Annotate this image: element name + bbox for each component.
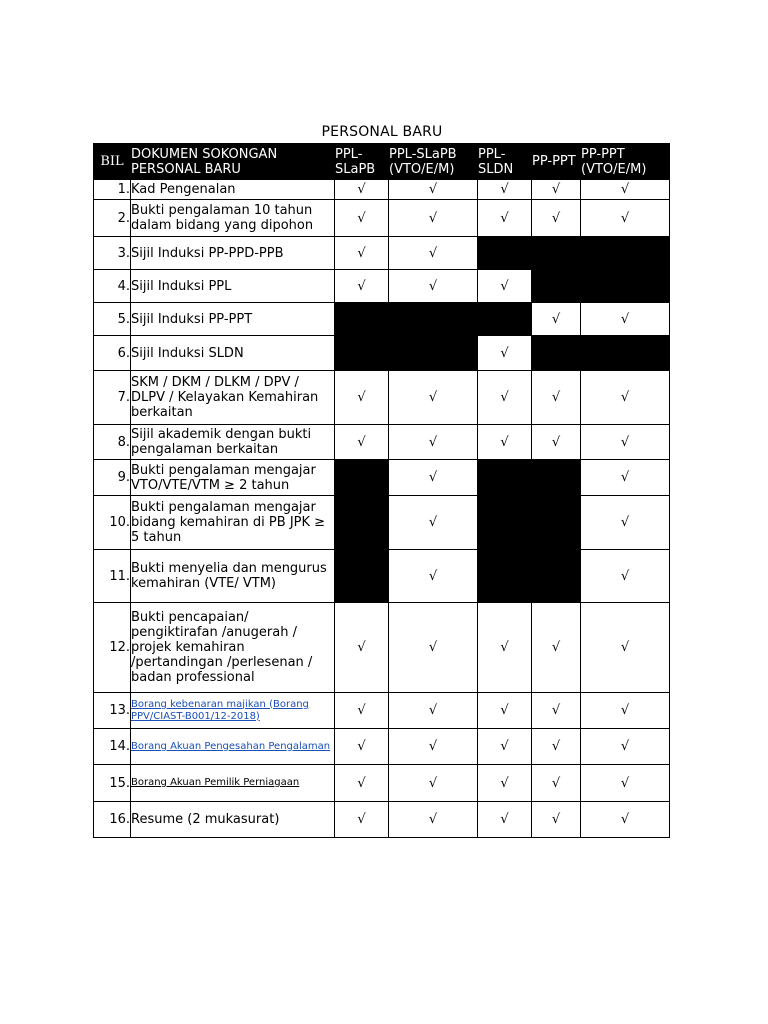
not-applicable-cell — [335, 496, 389, 550]
row-number: 6. — [94, 336, 131, 371]
check-mark: √ — [532, 180, 581, 200]
header-col-1: PPL-SLaPB — [335, 144, 389, 180]
not-applicable-cell — [478, 303, 532, 336]
document-name: Bukti pengalaman mengajar bidang kemahiran di PB JPK ≥ 5 tahun — [131, 496, 335, 550]
row-number: 16. — [94, 802, 131, 838]
check-mark: √ — [478, 729, 532, 765]
document-name: Resume (2 mukasurat) — [131, 802, 335, 838]
header-col-5: PP-PPT (VTO/E/M) — [581, 144, 670, 180]
not-applicable-cell — [478, 460, 532, 496]
row-number: 13. — [94, 693, 131, 729]
check-mark: √ — [335, 200, 389, 237]
check-mark: √ — [389, 603, 478, 693]
not-applicable-cell — [389, 303, 478, 336]
check-mark: √ — [478, 200, 532, 237]
check-mark: √ — [389, 270, 478, 303]
check-mark: √ — [389, 460, 478, 496]
document-name: Bukti menyelia dan mengurus kemahiran (VTE/ VTM) — [131, 550, 335, 603]
not-applicable-cell — [532, 496, 581, 550]
document-link-cell — [131, 693, 335, 729]
header-col-3: PPL-SLDN — [478, 144, 532, 180]
check-mark: √ — [478, 425, 532, 460]
document-link-cell — [131, 729, 335, 765]
check-mark: √ — [581, 603, 670, 693]
table-row — [94, 765, 670, 802]
document-table — [93, 143, 670, 838]
document-name: Sijil akademik dengan bukti pengalaman berkaitan — [131, 425, 335, 460]
not-applicable-cell — [581, 336, 670, 371]
document-name: Sijil Induksi PPL — [131, 270, 335, 303]
check-mark: √ — [335, 270, 389, 303]
not-applicable-cell — [335, 550, 389, 603]
not-applicable-cell — [335, 336, 389, 371]
table-row — [94, 180, 670, 200]
document-name: Bukti pengalaman mengajar VTO/VTE/VTM ≥ 2 tahun — [131, 460, 335, 496]
check-mark: √ — [389, 729, 478, 765]
check-mark: √ — [581, 729, 670, 765]
check-mark: √ — [335, 603, 389, 693]
document-link-cell — [131, 765, 335, 802]
row-number: 2. — [94, 200, 131, 237]
not-applicable-cell — [532, 460, 581, 496]
not-applicable-cell — [478, 550, 532, 603]
row-number: 10. — [94, 496, 131, 550]
table-row — [94, 336, 670, 371]
document-name: Sijil Induksi PP-PPD-PPB — [131, 237, 335, 270]
check-mark: √ — [335, 765, 389, 802]
document-link[interactable]: Borang Akuan Pemilik Perniagaan — [131, 777, 300, 788]
table-row — [94, 270, 670, 303]
row-number: 8. — [94, 425, 131, 460]
check-mark: √ — [335, 729, 389, 765]
header-row — [94, 144, 670, 180]
check-mark: √ — [335, 802, 389, 838]
check-mark: √ — [532, 693, 581, 729]
document-link[interactable]: Borang kebenaran majikan (Borang PPV/CIAST-B001/12-2018) — [131, 698, 309, 722]
check-mark: √ — [335, 371, 389, 425]
check-mark: √ — [581, 425, 670, 460]
not-applicable-cell — [532, 237, 581, 270]
check-mark: √ — [532, 303, 581, 336]
check-mark: √ — [389, 200, 478, 237]
row-number: 11. — [94, 550, 131, 603]
check-mark: √ — [581, 802, 670, 838]
not-applicable-cell — [478, 496, 532, 550]
check-mark: √ — [335, 425, 389, 460]
not-applicable-cell — [532, 270, 581, 303]
check-mark: √ — [389, 237, 478, 270]
page-title: PERSONAL BARU — [321, 124, 443, 140]
check-mark: √ — [581, 200, 670, 237]
document-link[interactable]: Borang Akuan Pengesahan Pengalaman — [131, 740, 331, 752]
table-body — [94, 180, 670, 838]
header-col-4: PP-PPT — [532, 144, 581, 180]
check-mark: √ — [581, 303, 670, 336]
check-mark: √ — [581, 496, 670, 550]
check-mark: √ — [389, 425, 478, 460]
check-mark: √ — [478, 693, 532, 729]
check-mark: √ — [389, 802, 478, 838]
check-mark: √ — [532, 425, 581, 460]
table-row — [94, 237, 670, 270]
check-mark: √ — [478, 270, 532, 303]
table-row — [94, 371, 670, 425]
check-mark: √ — [532, 765, 581, 802]
document-name: Sijil Induksi SLDN — [131, 336, 335, 371]
document-name: Bukti pengalaman 10 tahun dalam bidang yang dipohon — [131, 200, 335, 237]
table-row — [94, 425, 670, 460]
table-row — [94, 693, 670, 729]
check-mark: √ — [532, 729, 581, 765]
not-applicable-cell — [478, 237, 532, 270]
not-applicable-cell — [581, 237, 670, 270]
table-row — [94, 729, 670, 765]
row-number: 4. — [94, 270, 131, 303]
header-dokumen: DOKUMEN SOKONGAN PERSONAL BARU — [131, 144, 335, 180]
not-applicable-cell — [335, 303, 389, 336]
check-mark: √ — [478, 765, 532, 802]
header-col-2: PPL-SLaPB (VTO/E/M) — [389, 144, 478, 180]
check-mark: √ — [478, 371, 532, 425]
document-name: Sijil Induksi PP-PPT — [131, 303, 335, 336]
check-mark: √ — [532, 603, 581, 693]
document-name: Kad Pengenalan — [131, 180, 335, 200]
table-row — [94, 550, 670, 603]
check-mark: √ — [581, 693, 670, 729]
row-number: 9. — [94, 460, 131, 496]
row-number: 7. — [94, 371, 131, 425]
row-number: 12. — [94, 603, 131, 693]
row-number: 5. — [94, 303, 131, 336]
table-row — [94, 802, 670, 838]
table-row — [94, 603, 670, 693]
not-applicable-cell — [335, 460, 389, 496]
table-row — [94, 460, 670, 496]
document-name: SKM / DKM / DLKM / DPV / DLPV / Kelayakan Kemahiran berkaitan — [131, 371, 335, 425]
not-applicable-cell — [389, 336, 478, 371]
check-mark: √ — [389, 180, 478, 200]
check-mark: √ — [478, 603, 532, 693]
table-row — [94, 200, 670, 237]
check-mark: √ — [581, 180, 670, 200]
check-mark: √ — [581, 371, 670, 425]
row-number: 14. — [94, 729, 131, 765]
header-bil: BIL — [94, 144, 131, 180]
check-mark: √ — [532, 371, 581, 425]
check-mark: √ — [335, 693, 389, 729]
check-mark: √ — [532, 802, 581, 838]
document-name: Bukti pencapaian/ pengiktirafan /anugerah / projek kemahiran /pertandingan /perlesenan / badan professional — [131, 603, 335, 693]
not-applicable-cell — [581, 270, 670, 303]
check-mark: √ — [389, 693, 478, 729]
check-mark: √ — [478, 802, 532, 838]
check-mark: √ — [581, 460, 670, 496]
not-applicable-cell — [532, 336, 581, 371]
table-row — [94, 303, 670, 336]
check-mark: √ — [335, 180, 389, 200]
check-mark: √ — [335, 237, 389, 270]
row-number: 1. — [94, 180, 131, 200]
row-number: 15. — [94, 765, 131, 802]
check-mark: √ — [478, 336, 532, 371]
row-number: 3. — [94, 237, 131, 270]
not-applicable-cell — [532, 550, 581, 603]
check-mark: √ — [389, 550, 478, 603]
check-mark: √ — [389, 371, 478, 425]
check-mark: √ — [478, 180, 532, 200]
check-mark: √ — [581, 550, 670, 603]
check-mark: √ — [389, 765, 478, 802]
table-row — [94, 496, 670, 550]
check-mark: √ — [581, 765, 670, 802]
check-mark: √ — [532, 200, 581, 237]
check-mark: √ — [389, 496, 478, 550]
